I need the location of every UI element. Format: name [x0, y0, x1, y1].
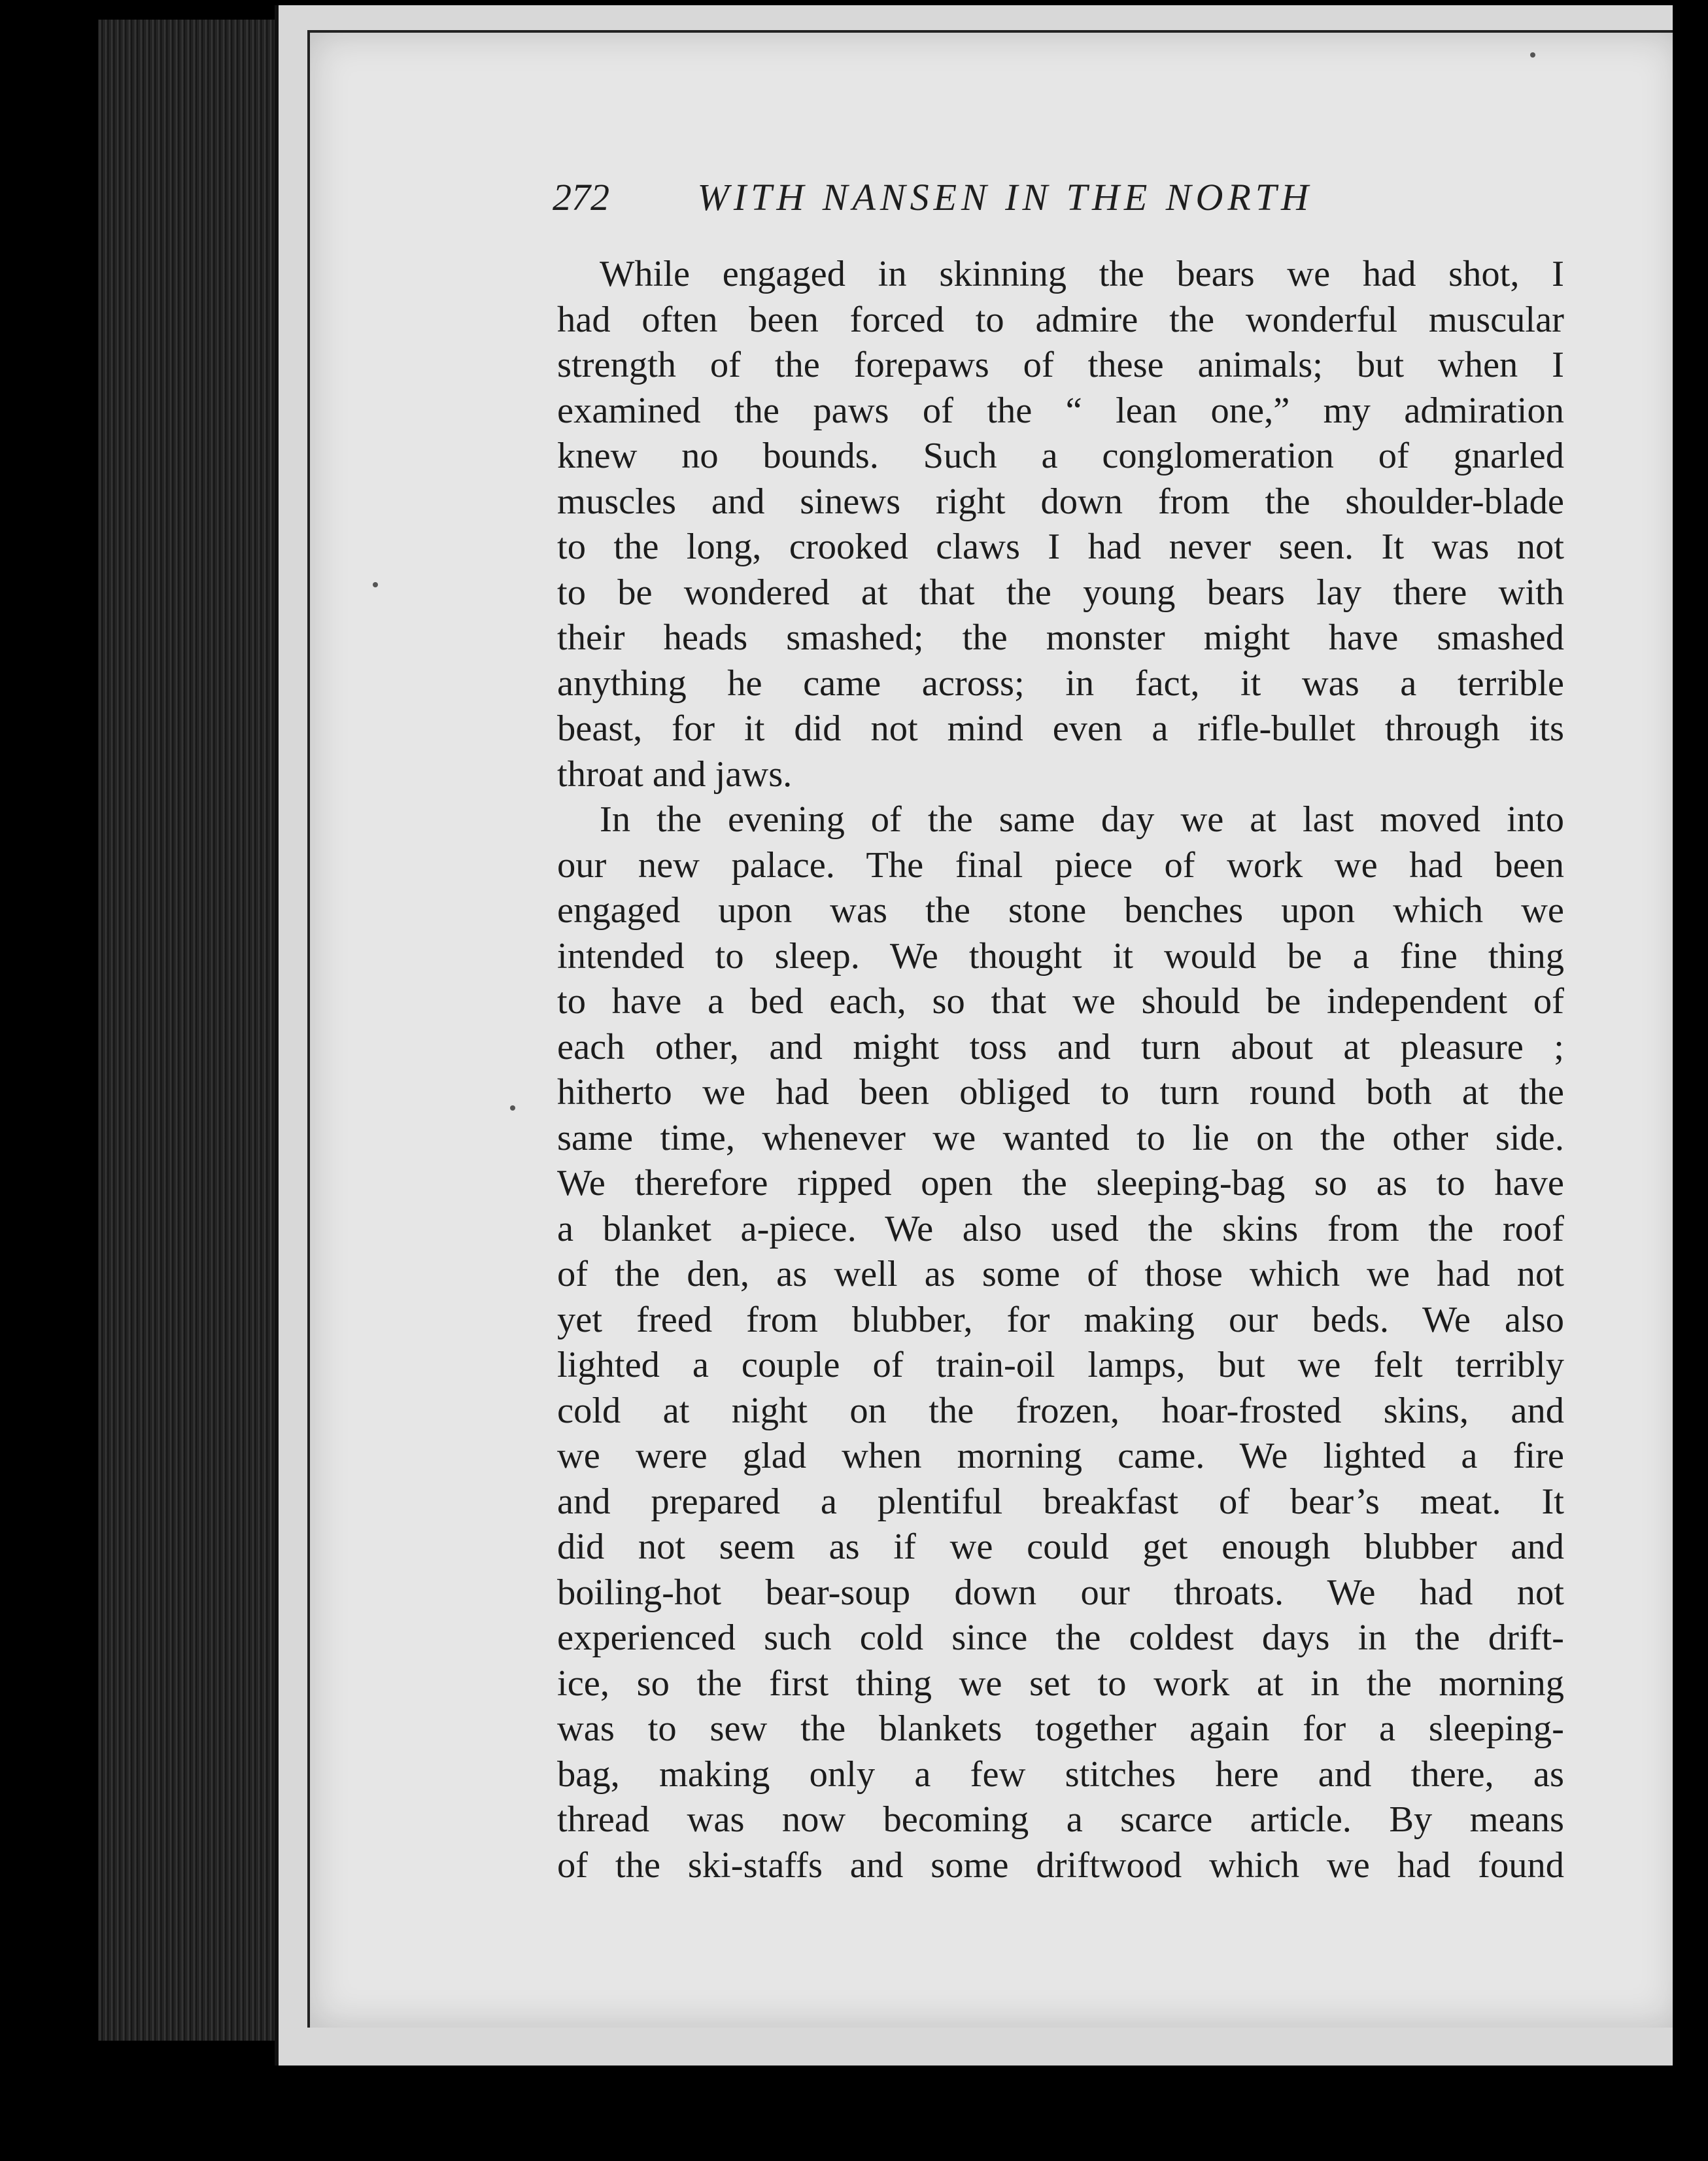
text-line: experienced such cold since the coldest days in the drift-	[557, 1617, 1564, 1658]
page-header	[553, 171, 1396, 224]
text-line: each other, and might toss and turn about at pleasure ;	[557, 1026, 1564, 1067]
text-line: a blanket a-piece. We also used the skins from the roof	[557, 1208, 1564, 1249]
text-line: throat and jaws.	[557, 753, 793, 795]
text-line: hitherto we had been obliged to turn round both at the	[557, 1072, 1564, 1113]
page-speck	[510, 1105, 515, 1111]
body-text	[557, 252, 1564, 1888]
text-line: muscles and sinews right down from the shoulder-blade	[557, 481, 1564, 522]
text-line: same time, whenever we wanted to lie on the other side.	[557, 1117, 1564, 1158]
text-line: ice, so the first thing we set to work at in the morning	[557, 1663, 1564, 1704]
text-line: to have a bed each, so that we should be independent of	[557, 981, 1564, 1022]
text-line: intended to sleep. We thought it would be a fine thing	[557, 935, 1564, 977]
text-line: engaged upon was the stone benches upon which we	[557, 890, 1564, 931]
right-gutter	[1673, 0, 1708, 2161]
text-line: yet freed from blubber, for making our beds. We also	[557, 1299, 1564, 1340]
text-line: knew no bounds. Such a conglomeration of gnarled	[557, 436, 1564, 476]
text-line: While engaged in skinning the bears we had shot, I	[600, 254, 1564, 294]
text-line: thread was now becoming a scarce article. By means	[557, 1799, 1564, 1840]
page-speck	[1530, 52, 1535, 58]
text-line: and prepared a plentiful breakfast of bear’s meat. It	[557, 1481, 1564, 1522]
text-line: was to sew the blankets together again for a sleeping-	[557, 1708, 1564, 1749]
text-line: anything he came across; in fact, it was a terrible	[557, 663, 1564, 704]
text-line: their heads smashed; the monster might have smashed	[557, 617, 1564, 658]
text-line: We therefore ripped open the sleeping-bag so as to have	[557, 1163, 1564, 1203]
text-line: boiling-hot bear-soup down our throats. We had not	[557, 1572, 1564, 1613]
page-number: 272	[553, 176, 609, 218]
text-line: examined the paws of the “ lean one,” my admiration	[557, 390, 1564, 431]
text-line: beast, for it did not mind even a rifle-bullet through its	[557, 708, 1564, 749]
text-line: strength of the forepaws of these animals; but when I	[557, 345, 1564, 385]
text-line: we were glad when morning came. We lighted a fire	[557, 1436, 1564, 1476]
page-speck	[373, 582, 378, 587]
text-line: of the ski-staffs and some driftwood which we had found	[557, 1844, 1564, 1886]
text-line: did not seem as if we could get enough blubber and	[557, 1527, 1564, 1567]
text-line: of the den, as well as some of those which we had not	[557, 1254, 1564, 1294]
text-line: In the evening of the same day we at last moved into	[600, 799, 1564, 840]
running-title: WITH NANSEN IN THE NORTH	[697, 176, 1313, 218]
book-page-edges	[98, 20, 294, 2041]
text-line: to be wondered at that the young bears lay there with	[557, 572, 1564, 613]
text-line: cold at night on the frozen, hoar-frosted skins, and	[557, 1390, 1564, 1431]
text-line: had often been forced to admire the wonderful muscular	[557, 299, 1564, 340]
text-line: lighted a couple of train-oil lamps, but we felt terribly	[557, 1345, 1564, 1385]
text-line: our new palace. The final piece of work we had been	[557, 844, 1564, 886]
text-line: to the long, crooked claws I had never seen. It was not	[557, 527, 1564, 567]
text-line: bag, making only a few stitches here and there, as	[557, 1754, 1564, 1795]
